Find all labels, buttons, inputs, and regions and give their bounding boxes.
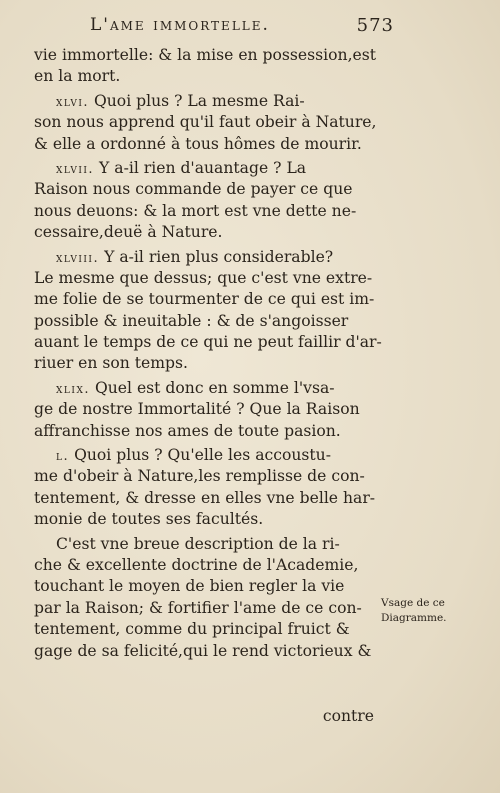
text-line: son nous apprend qu'il faut obeir à Nature, xyxy=(34,113,377,132)
text-line: vie immortelle: & la mise en possession,est xyxy=(34,46,377,64)
text-line: gage de sa felicité,qui le rend victorieux & xyxy=(34,641,372,660)
section-number: xlvi. xyxy=(56,94,90,110)
running-title: L'ame immortelle. xyxy=(90,15,270,35)
section-number: xlvii. xyxy=(56,161,95,177)
text-body xyxy=(34,45,382,662)
text-line: auant le temps de ce qui ne peut faillir d'ar- xyxy=(34,333,382,352)
text-line: riuer en son temps. xyxy=(34,354,188,373)
paragraph-xlviii: xlviii. Y a-il rien plus considerable? xyxy=(56,247,334,266)
text-line: Le mesme que dessus; que c'est vne extre- xyxy=(34,268,373,287)
text-line: touchant le moyen de bien regler la vie xyxy=(34,577,345,596)
text-line: & elle a ordonné à tous hômes de mourir. xyxy=(34,134,362,153)
text-line: Raison nous commande de payer ce que xyxy=(34,180,353,199)
paragraph-xlix: xlix. Quel est donc en somme l'vsa- xyxy=(56,378,335,397)
text-line: che & excellente doctrine de l'Academie, xyxy=(34,555,359,574)
text-line: me d'obeir à Nature,les remplisse de con- xyxy=(34,467,365,486)
page-header xyxy=(90,12,394,38)
section-number: l. xyxy=(56,449,70,465)
text-line: monie de toutes ses facultés. xyxy=(34,510,264,529)
catchword: contre xyxy=(322,707,374,725)
section-number: xlviii. xyxy=(56,250,100,266)
text-line: cessaire,deuë à Nature. xyxy=(34,223,223,242)
text-line: par la Raison; & fortifier l'ame de ce con- xyxy=(34,598,362,617)
text-line: possible & ineuitable : & de s'angoisser xyxy=(34,311,349,330)
text-line: ge de nostre Immortalité ? Que la Raison xyxy=(34,400,360,419)
section-number: xlix. xyxy=(56,381,90,397)
paragraph-xlvii: xlvii. Y a-il rien d'auantage ? La xyxy=(56,158,307,177)
paragraph-description: C'est vne breue description de la ri- xyxy=(56,534,340,553)
paragraph-xlvi: xlvi. Quoi plus ? La mesme Rai- xyxy=(56,91,305,110)
page-number: 573 xyxy=(356,15,394,36)
text-line: affranchisse nos ames de toute pasion. xyxy=(34,421,341,440)
text-line: tentement, & dresse en elles vne belle har- xyxy=(34,488,376,507)
paragraph-l: l. Quoi plus ? Qu'elle les accoustu- xyxy=(56,446,331,465)
margin-note: Vsage de ce Diagramme. xyxy=(381,597,447,624)
text-line: tentement, comme du principal fruict & xyxy=(34,620,350,639)
text-line: en la mort. xyxy=(34,67,121,86)
text-line: nous deuons: & la mort est vne dette ne- xyxy=(34,201,357,220)
text-line: me folie de se tourmenter de ce qui est im- xyxy=(34,290,375,309)
